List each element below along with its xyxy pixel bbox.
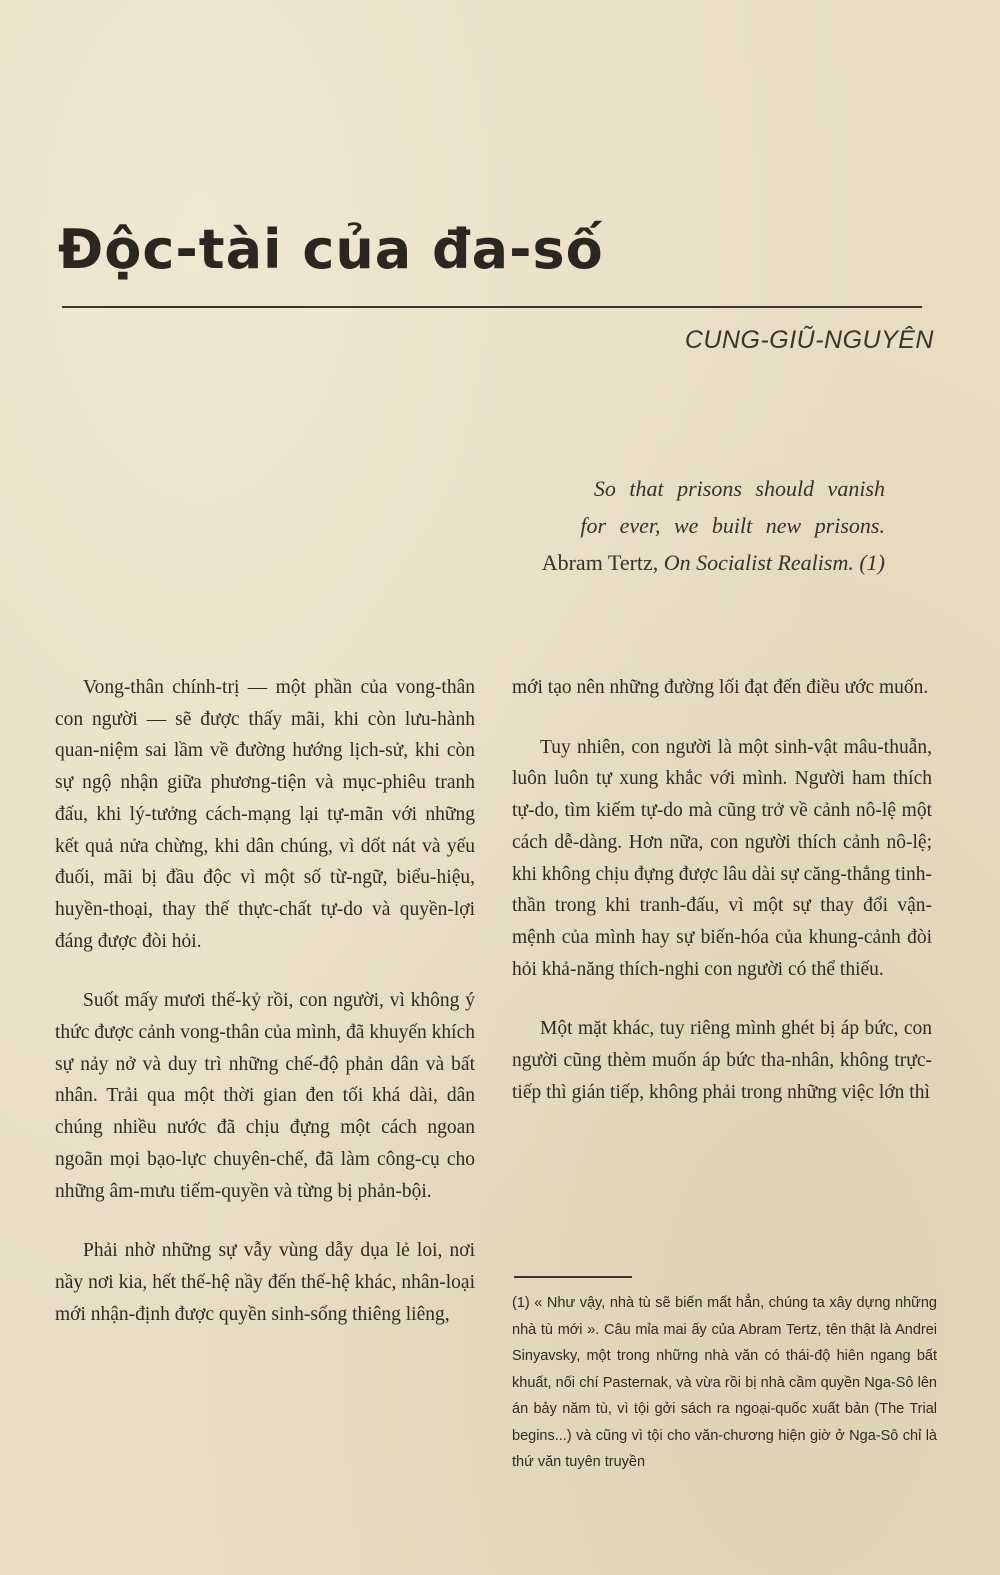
paragraph: Tuy nhiên, con người là một sinh-vật mâu-thuẫn, luôn luôn tự xung khắc với mình. Người ham thích tự-do, tìm kiếm tự-do mà cũng trở về cảnh nô-lệ một cách dễ-dàng. Hơn nữa, con người thích cảnh nô-lệ; khi không chịu đựng được lâu dài sự căng-thẳng tinh-thần trong khi tranh-đấu, vì một sự thay đổi vận-mệnh của mình hay sự biến-hóa của khung-cảnh đòi hỏi khả-năng thích-nghi con người có thể thiếu. [512,736,932,980]
epigraph-source-author: Abram Tertz, [541,550,659,575]
article-author: CUNG-GIŨ-NGUYÊN [684,326,934,354]
paragraph: mới tạo nên những đường lối đạt đến điều ước muốn. [512,677,929,698]
paragraph: Phải nhờ những sự vẫy vùng dẫy dụa lẻ loi, nơi nầy nơi kia, hết thế-hệ nầy đến thế-hệ khác, nhân-loại mới nhận-định được quyền sinh-sống thiêng liêng, [55,1240,475,1325]
epigraph-source-work: On Socialist Realism. [663,550,854,575]
epigraph [365,470,885,581]
paragraph: Suốt mấy mươi thế-kỷ rồi, con người, vì không ý thức được cảnh vong-thân của mình, đã khuyến khích sự nảy nở và duy trì những chế-độ phản dân và bất nhân. Trải qua một thời gian đen tối khá dài, dân chúng nhiều nước đã chịu đựng một cách ngoan ngoãn mọi bạo-lực chuyên-chế, đã làm công-cụ cho những âm-mưu tiếm-quyền và từng bị phản-bội. [55,990,475,1202]
paragraph: Một mặt khác, tuy riêng mình ghét bị áp bức, con người cũng thèm muốn áp bức tha-nhân, không trực-tiếp thì gián tiếp, không phải trong những việc lớn thì [512,1018,932,1103]
epigraph-note-marker: (1) [859,550,885,575]
epigraph-line-2: for ever, we built new prisons. [580,513,885,538]
right-column [512,672,932,1136]
footnote: (1) « Như vậy, nhà tù sẽ biến mất hẳn, chúng ta xây dựng những nhà tù mới ». Câu mỉa mai ấy của Abram Tertz, tên thật là Andrei Sinyavsky, một trong những nhà văn có thái-độ hiên ngang bất khuất, nối chí Pasternak, và vừa rồi bị nhà cầm quyền Nga-Sô lên án bảy năm tù, vì tội gởi sách ra ngoại-quốc xuất bản (The Trial begins...) và cũng vì tội cho văn-chương hiện giờ ở Nga-Sô chỉ là thứ văn tuyên truyền [512,1295,937,1470]
footnote-divider [514,1276,632,1278]
paragraph: Vong-thân chính-trị — một phần của vong-thân con người — sẽ được thấy mãi, khi còn lưu-hành quan-niệm sai lầm về đường hướng lịch-sử, khi còn sự ngộ nhận giữa phương-tiện và mục-phiêu tranh đấu, khi lý-tưởng cách-mạng lại tự-mãn với những kết quả nửa chừng, khi dân chúng, vì dốt nát và yếu đuối, mãi bị đầu độc vì một số từ-ngữ, biểu-hiệu, huyền-thoại, thay thế thực-chất tự-do và quyền-lợi đáng được đòi hỏi. [55,677,475,952]
title-divider [62,306,922,308]
left-column [55,672,475,1358]
epigraph-line-1: So that prisons should vanish [593,476,885,501]
article-title: Độc-tài của đa-số [58,218,604,281]
epigraph-source [365,544,885,581]
